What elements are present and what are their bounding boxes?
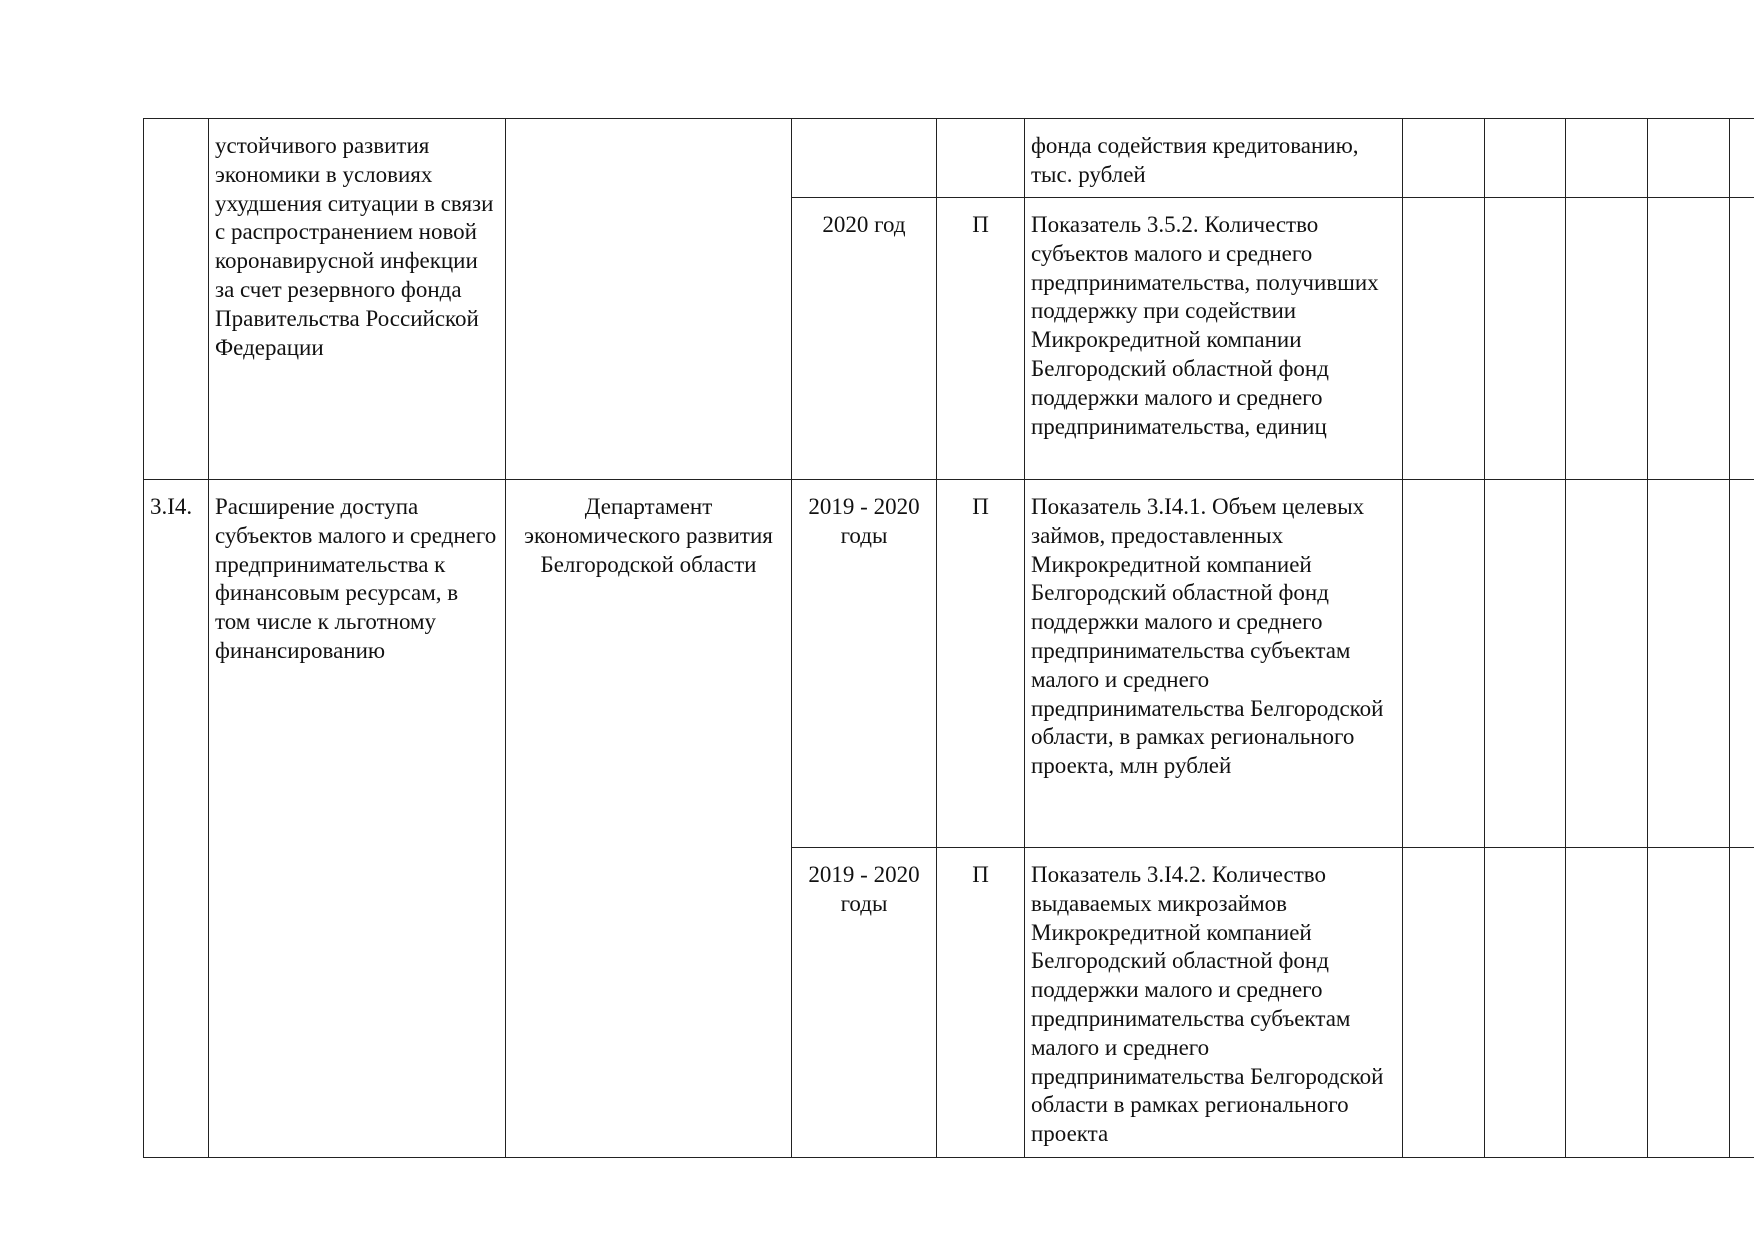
responsible-cell: Департамент экономического развития Белгородской области	[506, 480, 792, 1158]
value-cell	[1730, 848, 1754, 1158]
value-cell	[1730, 480, 1754, 848]
table-row	[144, 480, 1754, 848]
value-cell	[1485, 848, 1566, 1158]
program-activities-table	[143, 118, 1754, 1158]
value-cell	[1403, 119, 1485, 198]
type-code-cell: П	[937, 848, 1025, 1158]
indicator-cell: Показатель 3.I4.2. Количество выдаваемых микрозаймов Микрокредитной компанией Белгородский областной фонд поддержки малого и среднего предпринимательства субъектам малого и среднего предпринимательства Белгородской области в рамках регионального проекта	[1025, 848, 1403, 1158]
responsible-cell	[506, 119, 792, 480]
value-cell	[1403, 848, 1485, 1158]
activity-name-cell: Расширение доступа субъектов малого и среднего предпринимательства к финансовым ресурсам, в том числе к льготному финансированию	[209, 480, 506, 1158]
type-code-cell: П	[937, 480, 1025, 848]
value-cell	[1730, 198, 1754, 480]
row-number-cell	[144, 119, 209, 480]
value-cell	[1648, 119, 1730, 198]
value-cell	[1566, 198, 1648, 480]
value-cell	[1566, 848, 1648, 1158]
period-cell	[792, 119, 937, 198]
value-cell	[1648, 848, 1730, 1158]
value-cell	[1485, 198, 1566, 480]
value-cell	[1566, 480, 1648, 848]
period-cell: 2020 год	[792, 198, 937, 480]
value-cell	[1485, 480, 1566, 848]
value-cell	[1730, 119, 1754, 198]
value-cell	[1566, 119, 1648, 198]
row-number-cell: 3.I4.	[144, 480, 209, 1158]
value-cell	[1485, 119, 1566, 198]
value-cell	[1648, 480, 1730, 848]
type-code-cell	[937, 119, 1025, 198]
indicator-cell: Показатель 3.I4.1. Объем целевых займов, предоставленных Микрокредитной компанией Белгородский областной фонд поддержки малого и среднего предпринимательства субъектам малого и среднего предпринимательства Белгородской области, в рамках регионального проекта, млн рублей	[1025, 480, 1403, 848]
value-cell	[1403, 480, 1485, 848]
period-cell: 2019 - 2020 годы	[792, 480, 937, 848]
value-cell	[1648, 198, 1730, 480]
period-cell: 2019 - 2020 годы	[792, 848, 937, 1158]
value-cell	[1403, 198, 1485, 480]
activity-name-cell: устойчивого развития экономики в условиях ухудшения ситуации в связи с распространением новой коронавирусной инфекции за счет резервного фонда Правительства Российской Федерации	[209, 119, 506, 480]
type-code-cell: П	[937, 198, 1025, 480]
table-row	[144, 119, 1754, 198]
indicator-cell: Показатель 3.5.2. Количество субъектов малого и среднего предпринимательства, получивших поддержку при содействии Микрокредитной компании Белгородский областной фонд поддержки малого и среднего предпринимательства, единиц	[1025, 198, 1403, 480]
indicator-cell: фонда содействия кредитованию, тыс. рублей	[1025, 119, 1403, 198]
